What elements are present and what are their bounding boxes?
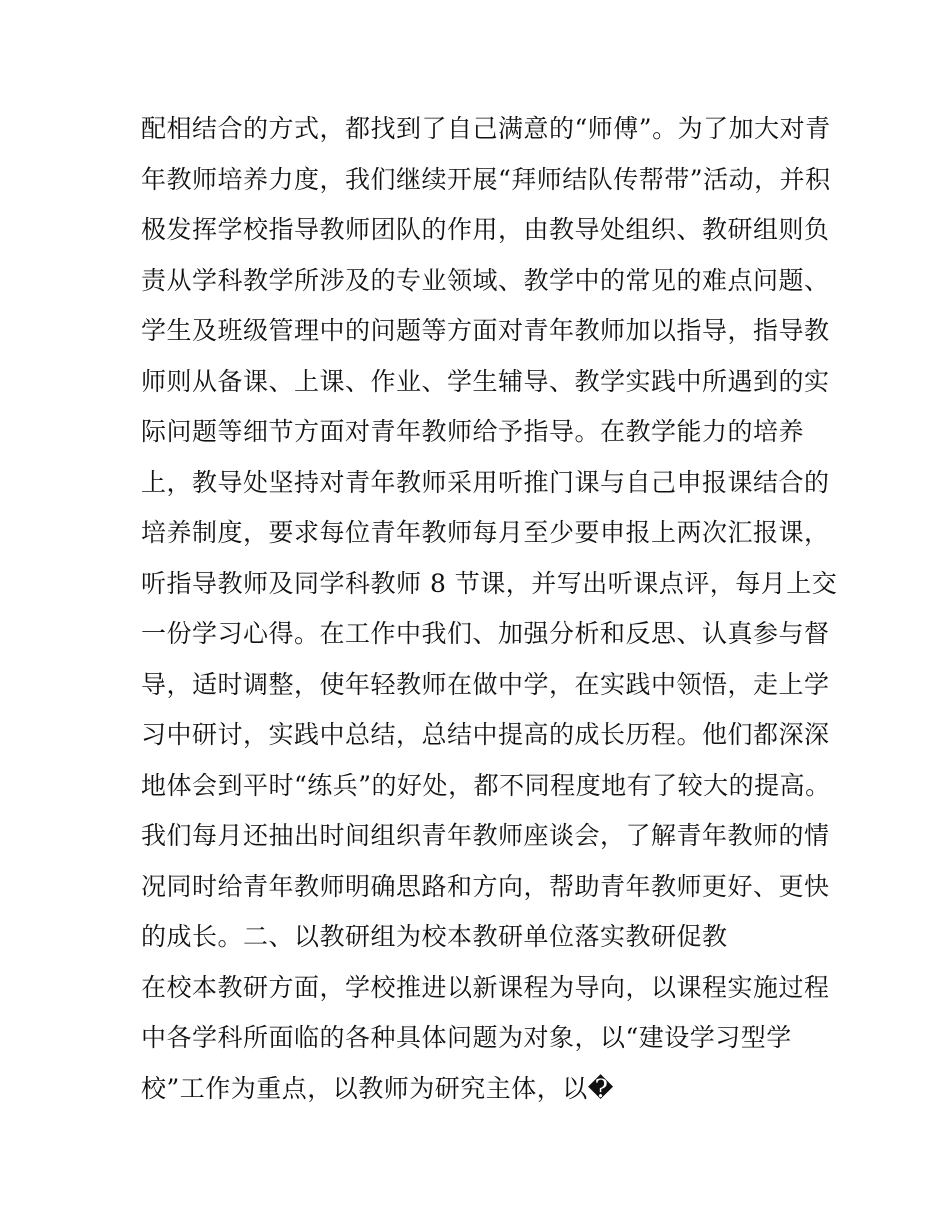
text-line: 中各学科所面临的各种具体问题为对象，以“建设学习型学 — [141, 1023, 792, 1052]
text-line: 地体会到平时“练兵”的好处，都不同程度地有了较大的提高。 — [141, 770, 831, 800]
text-line: 际问题等细节方面对青年教师给予指导。在教学能力的培养 — [141, 417, 805, 446]
text-line: 师则从备课、上课、作业、学生辅导、教学实践中所遇到的实 — [141, 366, 830, 396]
text-line: 习中研讨，实践中总结，总结中提高的成长历程。他们都深深 — [141, 720, 830, 749]
text-line: 学生及班级管理中的问题等方面对青年教师加以指导，指导教 — [141, 316, 830, 345]
text-line: 责从学科教学所涉及的专业领域、教学中的常见的难点问题、 — [141, 265, 830, 295]
text-line: 极发挥学校指导教师团队的作用，由教导处组织、教研组则负 — [141, 215, 830, 244]
body-text — [141, 104, 838, 1114]
text-line: 校”工作为重点，以教师为研究主体，以� — [141, 1073, 614, 1103]
text-line: 上，教导处坚持对青年教师采用听推门课与自己申报课结合的 — [141, 467, 830, 497]
text-line: 我们每月还抽出时间组织青年教师座谈会，了解青年教师的情 — [141, 821, 830, 850]
text-line: 听指导教师及同学科教师 8 节课，并写出听课点评，每月上交 — [141, 568, 838, 598]
text-line: 的成长。二、以教研组为校本教研单位落实教研促教 — [141, 922, 728, 951]
text-line: 培养制度，要求每位青年教师每月至少要申报上两次汇报课， — [141, 518, 830, 547]
text-line: 一份学习心得。在工作中我们、加强分析和反思、认真参与督 — [141, 619, 830, 648]
text-line: 在校本教研方面，学校推进以新课程为导向，以课程实施过程 — [141, 972, 830, 1002]
text-line: 况同时给青年教师明确思路和方向，帮助青年教师更好、更快 — [141, 871, 830, 901]
text-line: 配相结合的方式，都找到了自己满意的“师傅”。为了加大对青 — [141, 114, 831, 143]
text-line: 导，适时调整，使年轻教师在做中学，在实践中领悟，走上学 — [141, 669, 830, 699]
text-line: 年教师培养力度，我们继续开展“拜师结队传帮带”活动，并积 — [141, 164, 831, 194]
